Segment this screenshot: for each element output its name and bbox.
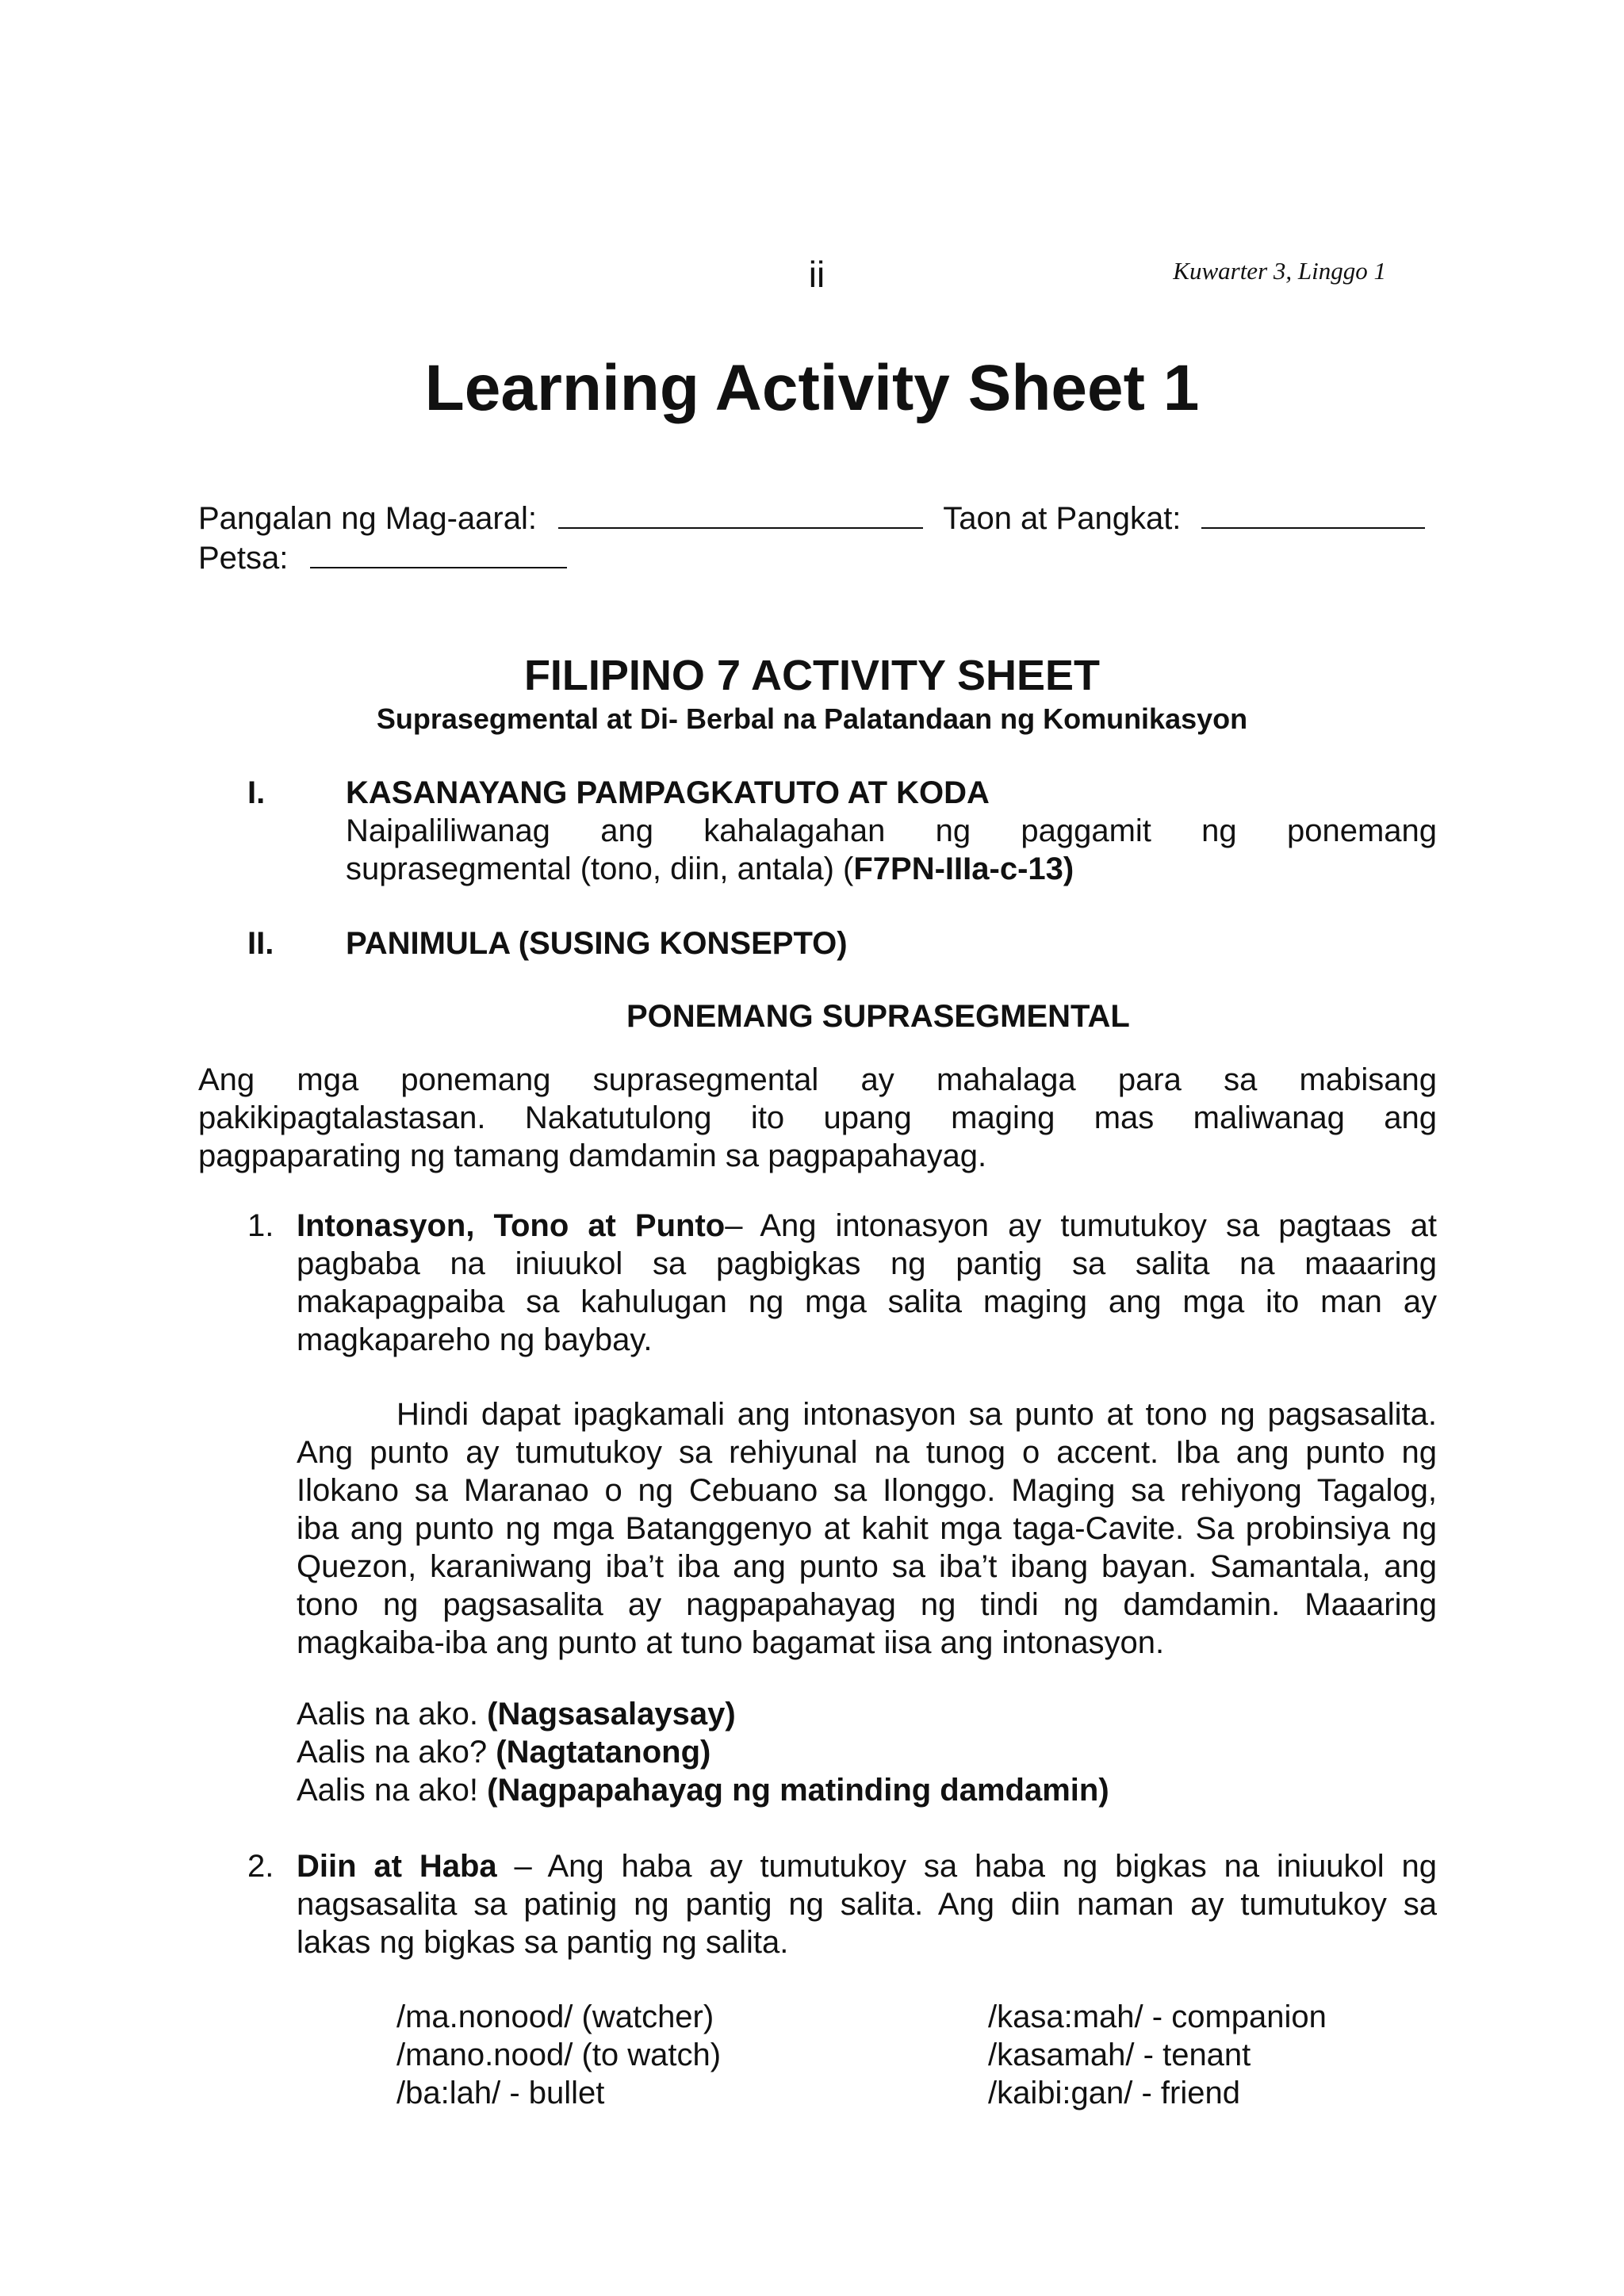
- item-1-paragraph: [297, 1395, 1437, 1662]
- item-1-examples: [297, 1695, 1437, 1809]
- intro-line-2: pakikipagtalastasan. Nakatutulong ito upang maging mas maliwanag ang: [198, 1100, 1437, 1135]
- year-section-label: Taon at Pangkat:: [943, 501, 1182, 536]
- item-2-line-1: [297, 1847, 1437, 1885]
- pair-2-left: /mano.nood/ (to watch): [396, 2038, 722, 2072]
- main-title: Learning Activity Sheet 1: [424, 352, 1200, 424]
- example-3-text: Aalis na ako!: [297, 1773, 488, 1808]
- date-blank[interactable]: [310, 540, 567, 568]
- pair-row: [396, 2074, 1443, 2112]
- intro-line-3: pagpaparating ng tamang damdamin sa pagpapahayag.: [198, 1138, 987, 1173]
- item-1-line-1-text: – Ang intonasyon ay tumutukoy sa pagtaas at: [725, 1208, 1437, 1243]
- intro-paragraph: [198, 1061, 1437, 1175]
- competency-code: F7PN-IIIa-c-13): [853, 851, 1074, 886]
- intro-line-1: Ang mga ponemang suprasegmental ay mahalaga para sa mabisang: [198, 1062, 1437, 1097]
- pair-row: [396, 2036, 1443, 2074]
- item-1-para-line-7: magkaiba-iba ang punto at tuno bagamat iisa ang intonasyon.: [297, 1625, 1165, 1660]
- quarter-week-label: Kuwarter 3, Linggo 1: [1173, 257, 1386, 285]
- item-1-number: 1.: [247, 1208, 274, 1243]
- section-2-heading: PANIMULA (SUSING KONSEPTO): [346, 926, 848, 961]
- section-1-line-1: Naipaliliwanag ang kahalagahan ng paggamit ng ponemang: [346, 813, 1437, 848]
- item-1-para-line-3: Ilokano sa Maranao o ng Cebuano sa Ilonggo. Maging sa rehiyong Tagalog,: [297, 1473, 1437, 1508]
- item-1-line-1: [297, 1207, 1437, 1245]
- topic-title: PONEMANG SUPRASEGMENTAL: [626, 999, 1130, 1034]
- item-1-para-line-4: iba ang punto ng mga Batanggenyo at kahit mga taga-Cavite. Sa probinsiya ng: [297, 1511, 1437, 1546]
- year-section-blank[interactable]: [1201, 500, 1425, 529]
- example-2-label: (Nagtatanong): [496, 1735, 711, 1770]
- section-1-heading: KASANAYANG PAMPAGKATUTO AT KODA: [346, 775, 990, 810]
- item-2-number: 2.: [247, 1849, 274, 1884]
- item-1-para-line-5: Quezon, karaniwang iba’t iba ang punto sa iba’t ibang bayan. Samantala, ang: [297, 1549, 1437, 1584]
- example-line-2: [297, 1733, 1437, 1771]
- section-1-number: I.: [247, 775, 266, 810]
- section-2-number: II.: [247, 926, 274, 961]
- item-2-line-3: lakas ng bigkas sa pantig ng salita.: [297, 1925, 789, 1960]
- pair-1-right: /kasa:mah/ - companion: [988, 1999, 1327, 2034]
- pair-2-right: /kasamah/ - tenant: [988, 2038, 1251, 2072]
- item-1-line-3: makapagpaiba sa kahulugan ng mga salita maging ang mga ito man ay: [297, 1284, 1437, 1319]
- student-name-label: Pangalan ng Mag-aaral:: [198, 501, 537, 536]
- item-1-line-4: magkapareho ng baybay.: [297, 1322, 653, 1357]
- section-1-line-2: [346, 850, 1437, 888]
- item-2: [297, 1847, 1437, 1961]
- pair-3-left: /ba:lah/ - bullet: [396, 2076, 605, 2110]
- example-line-1: [297, 1695, 1437, 1733]
- item-1: [297, 1207, 1437, 1359]
- item-2-term: Diin at Haba: [297, 1849, 497, 1884]
- date-label: Petsa:: [198, 541, 289, 576]
- pair-row: [396, 1998, 1443, 2036]
- student-name-blank[interactable]: [558, 500, 923, 529]
- pair-1-left: /ma.nonood/ (watcher): [396, 1999, 714, 2034]
- section-1-line-2-text: suprasegmental (tono, diin, antala) (: [346, 851, 854, 886]
- example-1-label: (Nagsasalaysay): [487, 1697, 736, 1732]
- item-2-line-2: nagsasalita sa patinig ng pantig ng salita. Ang diin naman ay tumutukoy sa: [297, 1887, 1437, 1922]
- example-2-text: Aalis na ako?: [297, 1735, 496, 1770]
- example-line-3: [297, 1771, 1437, 1809]
- item-2-line-1-text: – Ang haba ay tumutukoy sa haba ng bigkas na iniuukol ng: [496, 1849, 1438, 1884]
- form-row-1: [198, 499, 1467, 538]
- pair-3-right: /kaibi:gan/ - friend: [988, 2076, 1240, 2110]
- item-1-line-2: pagbaba na iniuukol sa pagbigkas ng pantig sa salita na maaaring: [297, 1246, 1437, 1281]
- item-1-para-line-6: tono ng pagsasalita ay nagpapahayag ng tindi ng damdamin. Maaaring: [297, 1587, 1437, 1622]
- example-3-label: (Nagpapahayag ng matinding damdamin): [487, 1773, 1109, 1808]
- form-row-2: [198, 539, 833, 577]
- item-1-term: Intonasyon, Tono at Punto: [297, 1208, 726, 1243]
- example-1-text: Aalis na ako.: [297, 1697, 488, 1732]
- sheet-title: FILIPINO 7 ACTIVITY SHEET: [523, 652, 1101, 699]
- page-number: ii: [808, 254, 825, 295]
- sheet-subtitle: Suprasegmental at Di- Berbal na Palatandaan ng Komunikasyon: [376, 702, 1248, 735]
- section-1: [346, 774, 1437, 888]
- item-1-para-line-2: Ang punto ay tumutukoy sa rehiyunal na tunog o accent. Iba ang punto ng: [297, 1435, 1437, 1470]
- item-1-para-line-1: Hindi dapat ipagkamali ang intonasyon sa punto at tono ng pagsasalita.: [396, 1397, 1437, 1432]
